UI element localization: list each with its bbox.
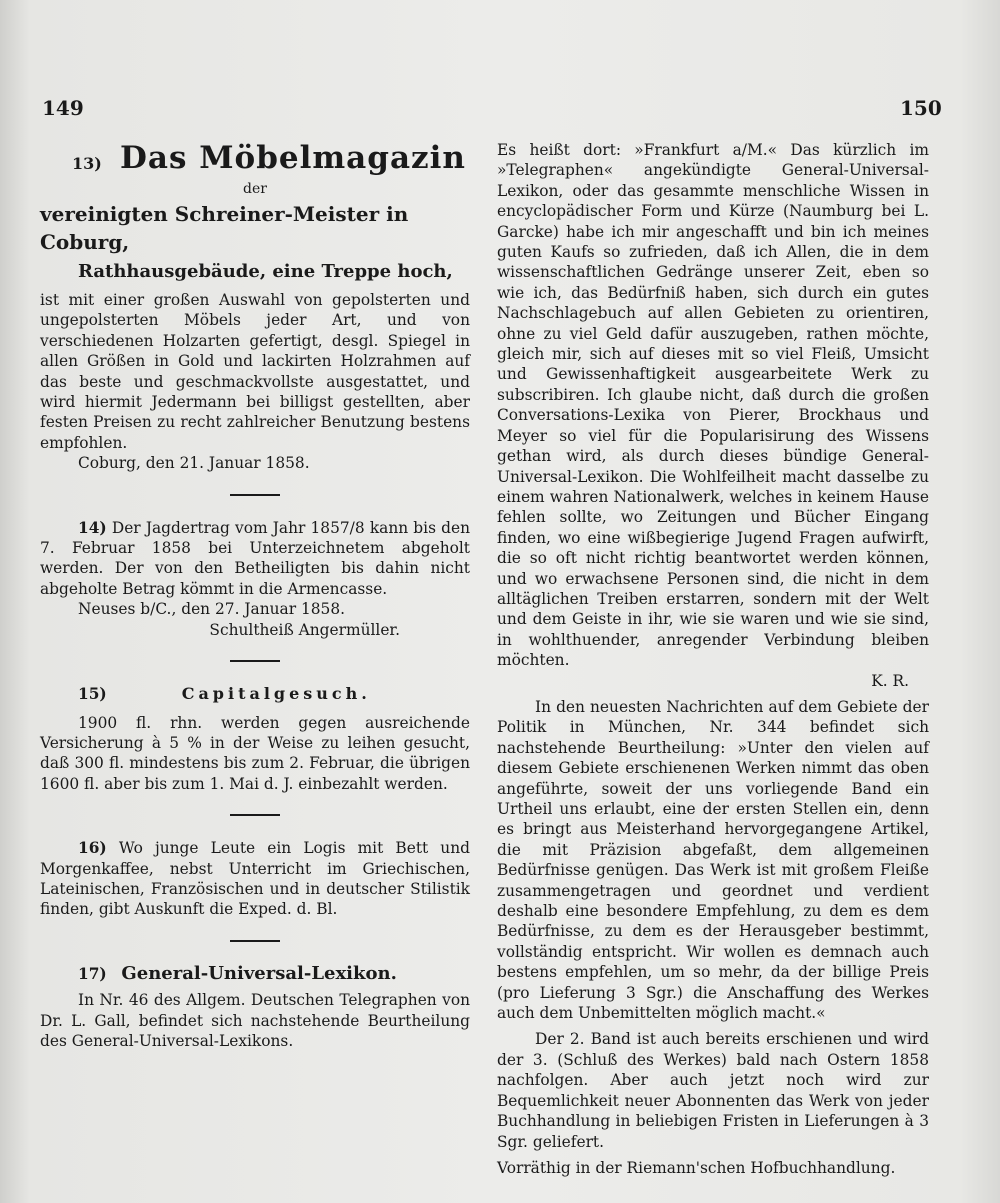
separator-rule: [230, 940, 280, 942]
ad-17-review-1-sign: K. R.: [871, 671, 909, 690]
ad-17-heading: General-Universal-Lexikon.: [121, 962, 397, 984]
ad-16-text: Wo junge Leute ein Logis mit Bett und Morgenkaffee, nebst Unterricht im Griechischen, Lateinischen, Französischen und in deutscher Stilistik finden, gibt Auskunft die Exped. d. Bl.: [40, 839, 470, 919]
ad-14-signature: Schultheiß Angermüller.: [209, 620, 400, 639]
ad-13-dateline: Coburg, den 21. Januar 1858.: [78, 454, 310, 473]
separator-rule: [230, 494, 280, 496]
page-number-right: 150: [900, 96, 942, 120]
ad-15-heading: Capitalgesuch.: [181, 684, 371, 704]
ad-17-header: [40, 964, 470, 984]
ad-13-der: der: [243, 181, 267, 197]
ad-13-body: ist mit einer großen Auswahl von gepolsterten und ungepolsterten Möbels jeder Art, und von verschiedenen Holzarten gefertigt, desgl. Spiegel in allen Größen in Gold und lackirten Holzrahmen auf das beste und geschmackvollste ausgestattet, und wird hiermit Jedermann bei billigst gestellten, aber festen Preisen zu recht zahlreicher Benutzung bestens empfohlen.: [40, 291, 470, 452]
right-column: [497, 140, 929, 1178]
ad-16-number: 16): [78, 839, 107, 858]
page-number-left: 149: [42, 96, 84, 120]
left-column: [40, 140, 470, 1051]
ad-17-intro: In Nr. 46 des Allgem. Deutschen Telegraphen von Dr. L. Gall, befindet sich nachstehende Beurtheilung des General-Universal-Lexikons.: [40, 991, 470, 1050]
ad-15-header: [40, 684, 470, 704]
ad-17-review-1: Es heißt dort: »Frankfurt a/M.« Das kürzlich im »Telegraphen« angekündigte General-Universal-Lexikon, oder das gesammte menschliche Wissen in encyclopädischer Form und Kürze (Naumburg bei L. Garcke) habe ich mir angeschafft und bin ich meines guten Kaufs so zufrieden, daß ich Allen, die in dem wissenschaftlichen Gedränge unserer Zeit, eben so wie ich, das Bedürfniß haben, sich durch ein gutes Nachschlagebuch auf allen Gebieten zu orientiren, ohne zu viel Geld dafür auszugeben, rathen möchte, gleich mir, sich auf dieses mit so viel Fleiß, Umsicht und Gewissenhaftigkeit ausgearbeitete Werk zu subscribiren. Ich glaube nicht, daß durch die großen Conversations-Lexika von Pierer, Brockhaus und Meyer so viel für die Popularisirung des Wissens gethan wird, als durch dieses bündige General-Universal-Lexikon. Die Wohlfeilheit macht dasselbe zu einem wahren Nationalwerk, welches in keinem Hause fehlen sollte, wo Zeitungen und Bücher Eingang finden, wo eine wißbegierige Jugend Fragen aufwirft, die so oft nicht richtig beantwortet werden können, und wo erwachsene Personen sind, die nicht in dem alltäglichen Treiben erstarren, sondern mit der Welt und dem Geiste in ihr, wie sie waren und wie sie sind, in wohlthuender, anregender Verbindung bleiben möchten.: [497, 141, 929, 670]
ad-14-dateline: Neuses b/C., den 27. Januar 1858.: [78, 600, 346, 619]
ad-15-body: 1900 fl. rhn. werden gegen ausreichende Versicherung à 5 % in der Weise zu leihen gesucht, daß 300 fl. mindestens bis zum 2. Februar, die übrigen 1600 fl. aber bis zum 1. Mai d. J. einbezahlt werden.: [40, 713, 470, 793]
separator-rule: [230, 814, 280, 816]
ad-17-note: Der 2. Band ist auch bereits erschienen und wird der 3. (Schluß des Werkes) bald nach Ostern 1858 nachfolgen. Aber auch jetzt noch wird zur Bequemlichkeit neuer Abonnenten das Werk von jeder Buchhandlung in beliebigen Fristen in Lieferungen à 3 Sgr. geliefert.: [497, 1030, 929, 1151]
separator-rule: [230, 660, 280, 662]
ad-14-body: [40, 518, 470, 600]
ad-13-title: Das Möbelmagazin: [120, 140, 466, 176]
ad-14-text: Der Jagdertrag vom Jahr 1857/8 kann bis den 7. Februar 1858 bei Unterzeichnetem abgeholt werden. Der von den Betheiligten bis dahin nicht abgeholte Betrag kömmt in die Armencasse.: [40, 518, 470, 598]
ad-15-number: 15): [78, 685, 107, 704]
ad-17-footer: Vorräthig in der Riemann'schen Hofbuchhandlung.: [497, 1158, 896, 1177]
ad-16-body: [40, 838, 470, 920]
ad-13-subtitle: vereinigten Schreiner-Meister in Coburg,: [40, 202, 409, 254]
ad-17-review-2: In den neuesten Nachrichten auf dem Gebiete der Politik in München, Nr. 344 befindet sich nachstehende Beurtheilung: »Unter den vielen auf diesem Gebiete erschienenen Werken nimmt das oben angeführte, soweit der uns vorliegende Band ein Urtheil uns erlaubt, eine der ersten Stellen ein, denn es bringt aus Meisterhand hervorgegangene Artikel, die mit Präzision abgefaßt, dem allgemeinen Bedürfnisse genügen. Das Werk ist mit großem Fleiße zusammengetragen und geordnet und verdient deshalb eine besondere Empfehlung, zu dem es dem Bedürfnisse, zu dem es der Herausgeber bestimmt, vollständig entspricht. Wir wollen es demnach auch bestens empfehlen, um so mehr, da der billige Preis (pro Lieferung 3 Sgr.) die Anschaffung des Werkes auch dem Unbemittelten möglich macht.«: [497, 697, 929, 1023]
ad-13-number: 13): [72, 154, 102, 173]
ad-14-number: 14): [78, 518, 107, 537]
ad-17-number: 17): [78, 964, 107, 983]
ad-13-header: [40, 140, 470, 178]
ad-13-address: Rathhausgebäude, eine Treppe hoch,: [78, 261, 453, 282]
